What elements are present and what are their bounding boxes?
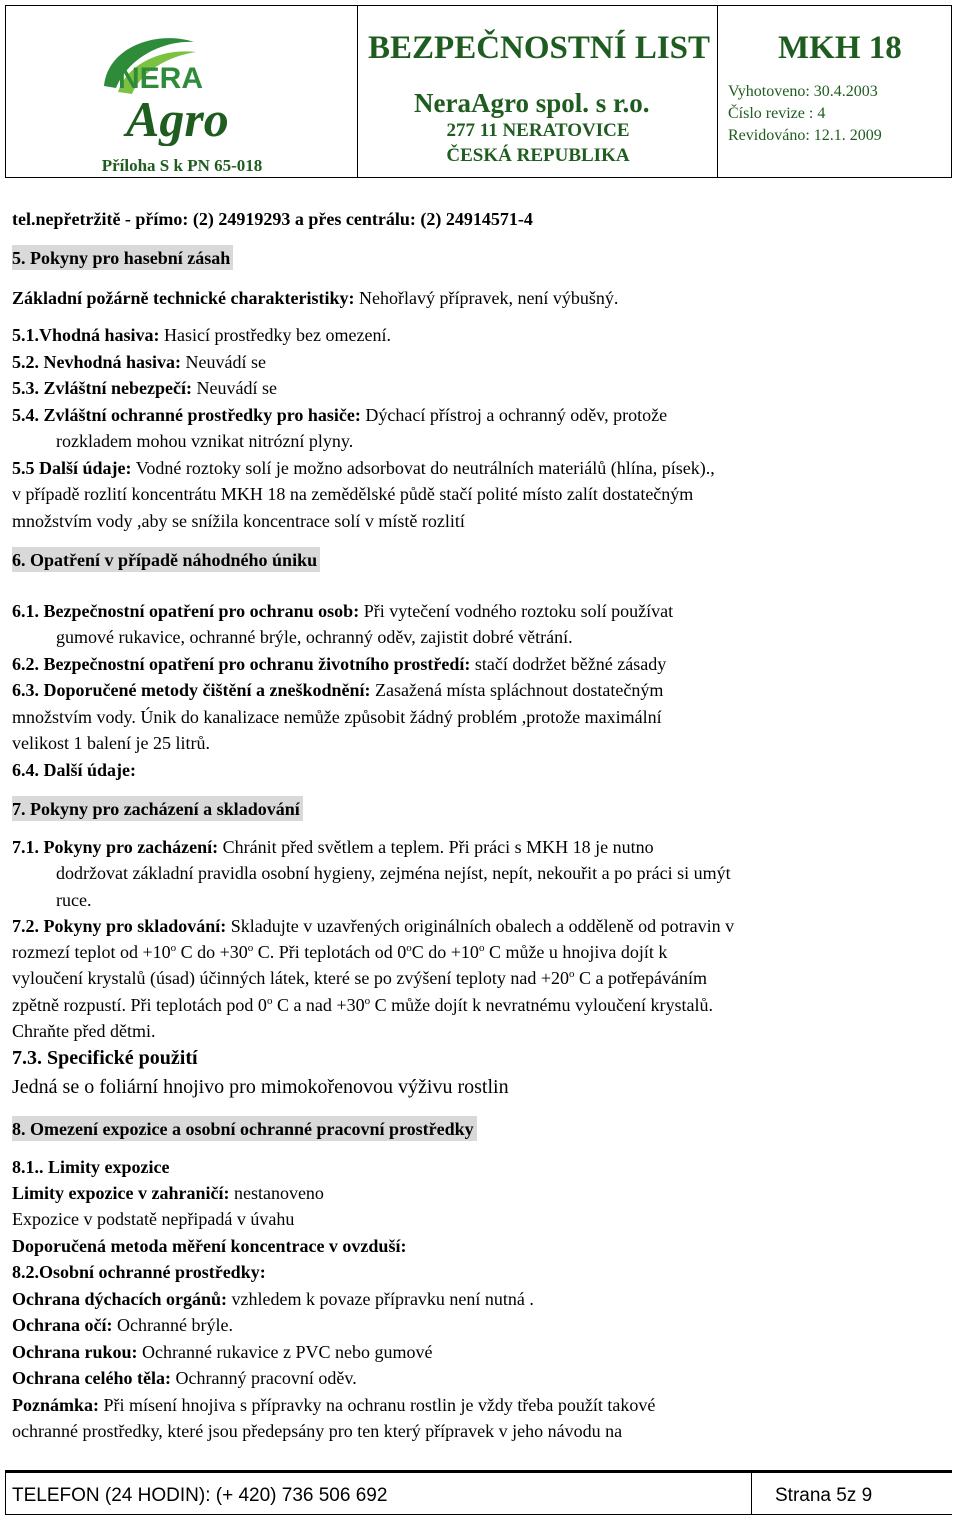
label: 6.2. Bezpečnostní opatření pro ochranu životního prostředí: (12, 654, 471, 674)
label: 5.5 Další údaje: (12, 458, 132, 478)
respiratory-protection (12, 1288, 534, 1310)
footer-separator (751, 1471, 752, 1514)
item-6-3-cont1: množstvím vody. Únik do kanalizace nemůže způsobit žádný problém ,protože maximální (12, 707, 662, 727)
value: Zasažená místa spláchnout dostatečným (370, 680, 664, 700)
item-5-2 (12, 351, 266, 373)
page-number: Strana 5z 9 (775, 1485, 873, 1506)
item-5-5-cont2: množstvím vody ,aby se snížila koncentrace solí v místě rozlití (12, 511, 465, 531)
document-footer (5, 1470, 952, 1515)
section-5-heading: 5. Pokyny pro hasební zásah (12, 245, 233, 270)
item-7-2-line4 (12, 994, 713, 1016)
degree: o (266, 995, 273, 1007)
item-6-2 (12, 653, 666, 675)
value: Vodné roztoky solí je možno adsorbovat do neutrálních materiálů (hlína, písek)., (131, 458, 715, 478)
item-6-3 (12, 679, 663, 701)
degree: o (170, 942, 177, 954)
value: Ochranné brýle. (112, 1315, 233, 1335)
label: Poznámka: (12, 1395, 99, 1415)
item-6-4: 6.4. Další údaje: (12, 760, 137, 780)
value: Hasicí prostředky bez omezení. (159, 325, 391, 345)
value: Skladujte v uzavřených originálních obalech a odděleně od potravin v (226, 916, 735, 936)
degree: o (478, 942, 485, 954)
label: 5.1.Vhodná hasiva: (12, 325, 160, 345)
company-address-country: ČESKÁ REPUBLIKA (446, 145, 630, 166)
value: Při vytečení vodného roztoku solí používat (359, 601, 674, 621)
svg-text:NERA: NERA (118, 62, 204, 95)
label: Ochrana rukou: (12, 1342, 138, 1362)
item-5-4 (12, 404, 667, 426)
label: 5.3. Zvláštní nebezpečí: (12, 378, 192, 398)
revision-number: Číslo revize : 4 (728, 105, 826, 122)
label: Limity expozice v zahraničí: (12, 1183, 230, 1203)
note (12, 1394, 655, 1416)
item-5-5 (12, 457, 715, 479)
value: vzhledem k povaze přípravku není nutná . (227, 1289, 534, 1309)
item-8-1: 8.1.. Limity expozice (12, 1157, 170, 1177)
item-6-1-cont: gumové rukavice, ochranné brýle, ochranný oděv, zajistit dobré větrání. (56, 627, 573, 647)
document-title: BEZPEČNOSTNÍ LIST (368, 30, 711, 66)
value: Ochranný pracovní oděv. (170, 1368, 357, 1388)
text: C může u hnojiva dojít k (484, 942, 668, 962)
limits-abroad (12, 1182, 324, 1204)
text: C. Při teplotách od 0 (253, 942, 407, 962)
value: nestanoveno (229, 1183, 324, 1203)
produced-date: Vyhotoveno: 30.4.2003 (728, 83, 878, 100)
measurement-method: Doporučená metoda měření koncentrace v ovzduší: (12, 1236, 407, 1256)
section-8-heading: 8. Omezení expozice a osobní ochranné pracovní prostředky (12, 1116, 477, 1141)
item-5-3 (12, 377, 277, 399)
section-5-basic (12, 287, 618, 309)
document-header (5, 5, 952, 178)
item-7-2-line2 (12, 941, 667, 963)
text: zpětně rozpustí. Při teplotách pod 0 (12, 995, 267, 1015)
label: 5.2. Nevhodná hasiva: (12, 352, 182, 372)
body-protection (12, 1367, 357, 1389)
text: rozmezí teplot od +10 (12, 942, 171, 962)
section-6-heading: 6. Opatření v případě náhodného úniku (12, 547, 320, 572)
value: Při mísení hnojiva s přípravky na ochranu rostlin je vždy třeba použít takové (99, 1395, 656, 1415)
value: Ochranné rukavice z PVC nebo gumové (137, 1342, 433, 1362)
label: 5.4. Zvláštní ochranné prostředky pro hasiče: (12, 405, 361, 425)
value: Neuvádí se (181, 352, 267, 372)
text: C a potřepáváním (574, 968, 707, 988)
item-5-4-cont: rozkladem mohou vznikat nitrózní plyny. (56, 431, 354, 451)
text: C do +30 (176, 942, 248, 962)
item-8-2: 8.2.Osobní ochranné prostředky: (12, 1262, 266, 1282)
item-7-2 (12, 915, 734, 937)
label: Základní požárně technické charakteristiky: (12, 288, 355, 308)
section-7-heading: 7. Pokyny pro zacházení a skladování (12, 796, 303, 821)
value: Chránit před světlem a teplem. Při práci s MKH 18 je nutno (218, 837, 654, 857)
label: Ochrana dýchacích orgánů: (12, 1289, 228, 1309)
item-7-1-cont1: dodržovat základní pravidla osobní hygieny, zejména nejíst, nepít, nekouřit a po práci si umýt (56, 863, 731, 883)
emergency-phone-line: tel.nepřetržitě - přímo: (2) 24919293 a přes centrálu: (2) 24914571-4 (12, 209, 533, 229)
degree: o (364, 995, 371, 1007)
item-7-3-text: Jedná se o foliární hnojivo pro mimokořenovou výživu rostlin (12, 1076, 509, 1098)
item-7-3-heading: 7.3. Specifické použití (12, 1047, 198, 1069)
value: Nehořlavý přípravek, není výbušný. (354, 288, 619, 308)
label: 6.3. Doporučené metody čištění a zneškodnění: (12, 680, 371, 700)
value: Dýchací přístroj a ochranný oděv, protože (360, 405, 668, 425)
text: C a nad +30 (272, 995, 365, 1015)
company-name: NeraAgro spol. s r.o. (414, 88, 650, 118)
logo-cell (6, 6, 358, 177)
item-7-2-line5: Chraňte před dětmi. (12, 1021, 156, 1041)
label: 6.1. Bezpečnostní opatření pro ochranu osob: (12, 601, 360, 621)
item-7-2-line3 (12, 967, 707, 989)
footer-phone: TELEFON (24 HODIN): (+ 420) 736 506 692 (12, 1485, 388, 1506)
item-6-3-cont2: velikost 1 balení je 25 litrů. (12, 733, 210, 753)
label: 7.1. Pokyny pro zacházení: (12, 837, 219, 857)
degree: o (247, 942, 254, 954)
item-7-1 (12, 836, 654, 858)
eye-protection (12, 1314, 233, 1336)
annex-label: Příloha S k PN 65-018 (101, 156, 263, 175)
nera-agro-logo (98, 28, 268, 146)
text: C do +10 (411, 942, 479, 962)
company-address-city: 277 11 NERATOVICE (446, 120, 630, 141)
label: 7.2. Pokyny pro skladování: (12, 916, 227, 936)
value: Neuvádí se (192, 378, 277, 398)
value: stačí dodržet běžné zásady (470, 654, 667, 674)
product-name: MKH 18 (778, 30, 902, 66)
note-cont: ochranné prostředky, které jsou předepsány pro ten který přípravek v jeho návodu na (12, 1421, 623, 1441)
title-cell (358, 6, 718, 177)
item-7-1-cont2: ruce. (56, 890, 92, 910)
revised-date: Revidováno: 12.1. 2009 (728, 127, 882, 144)
exposure-note: Expozice v podstatě nepřipadá v úvahu (12, 1209, 295, 1229)
footer-divider (6, 1471, 952, 1473)
text: C může dojít k nevratnému vyloučení krystalů. (370, 995, 714, 1015)
label: Ochrana celého těla: (12, 1368, 171, 1388)
text: vyloučení krystalů (úsad) účinných látek, které se po zvýšení teploty nad +20 (12, 968, 569, 988)
label: Ochrana očí: (12, 1315, 113, 1335)
item-6-1 (12, 600, 673, 622)
degree: o (569, 968, 575, 980)
hand-protection (12, 1341, 432, 1363)
svg-text:Agro: Agro (126, 91, 229, 146)
item-5-1 (12, 324, 391, 346)
item-5-5-cont1: v případě rozlití koncentrátu MKH 18 na zemědělské půdě stačí polité místo zalít dostatečným (12, 484, 694, 504)
meta-cell (718, 6, 951, 177)
degree: o (406, 942, 412, 954)
